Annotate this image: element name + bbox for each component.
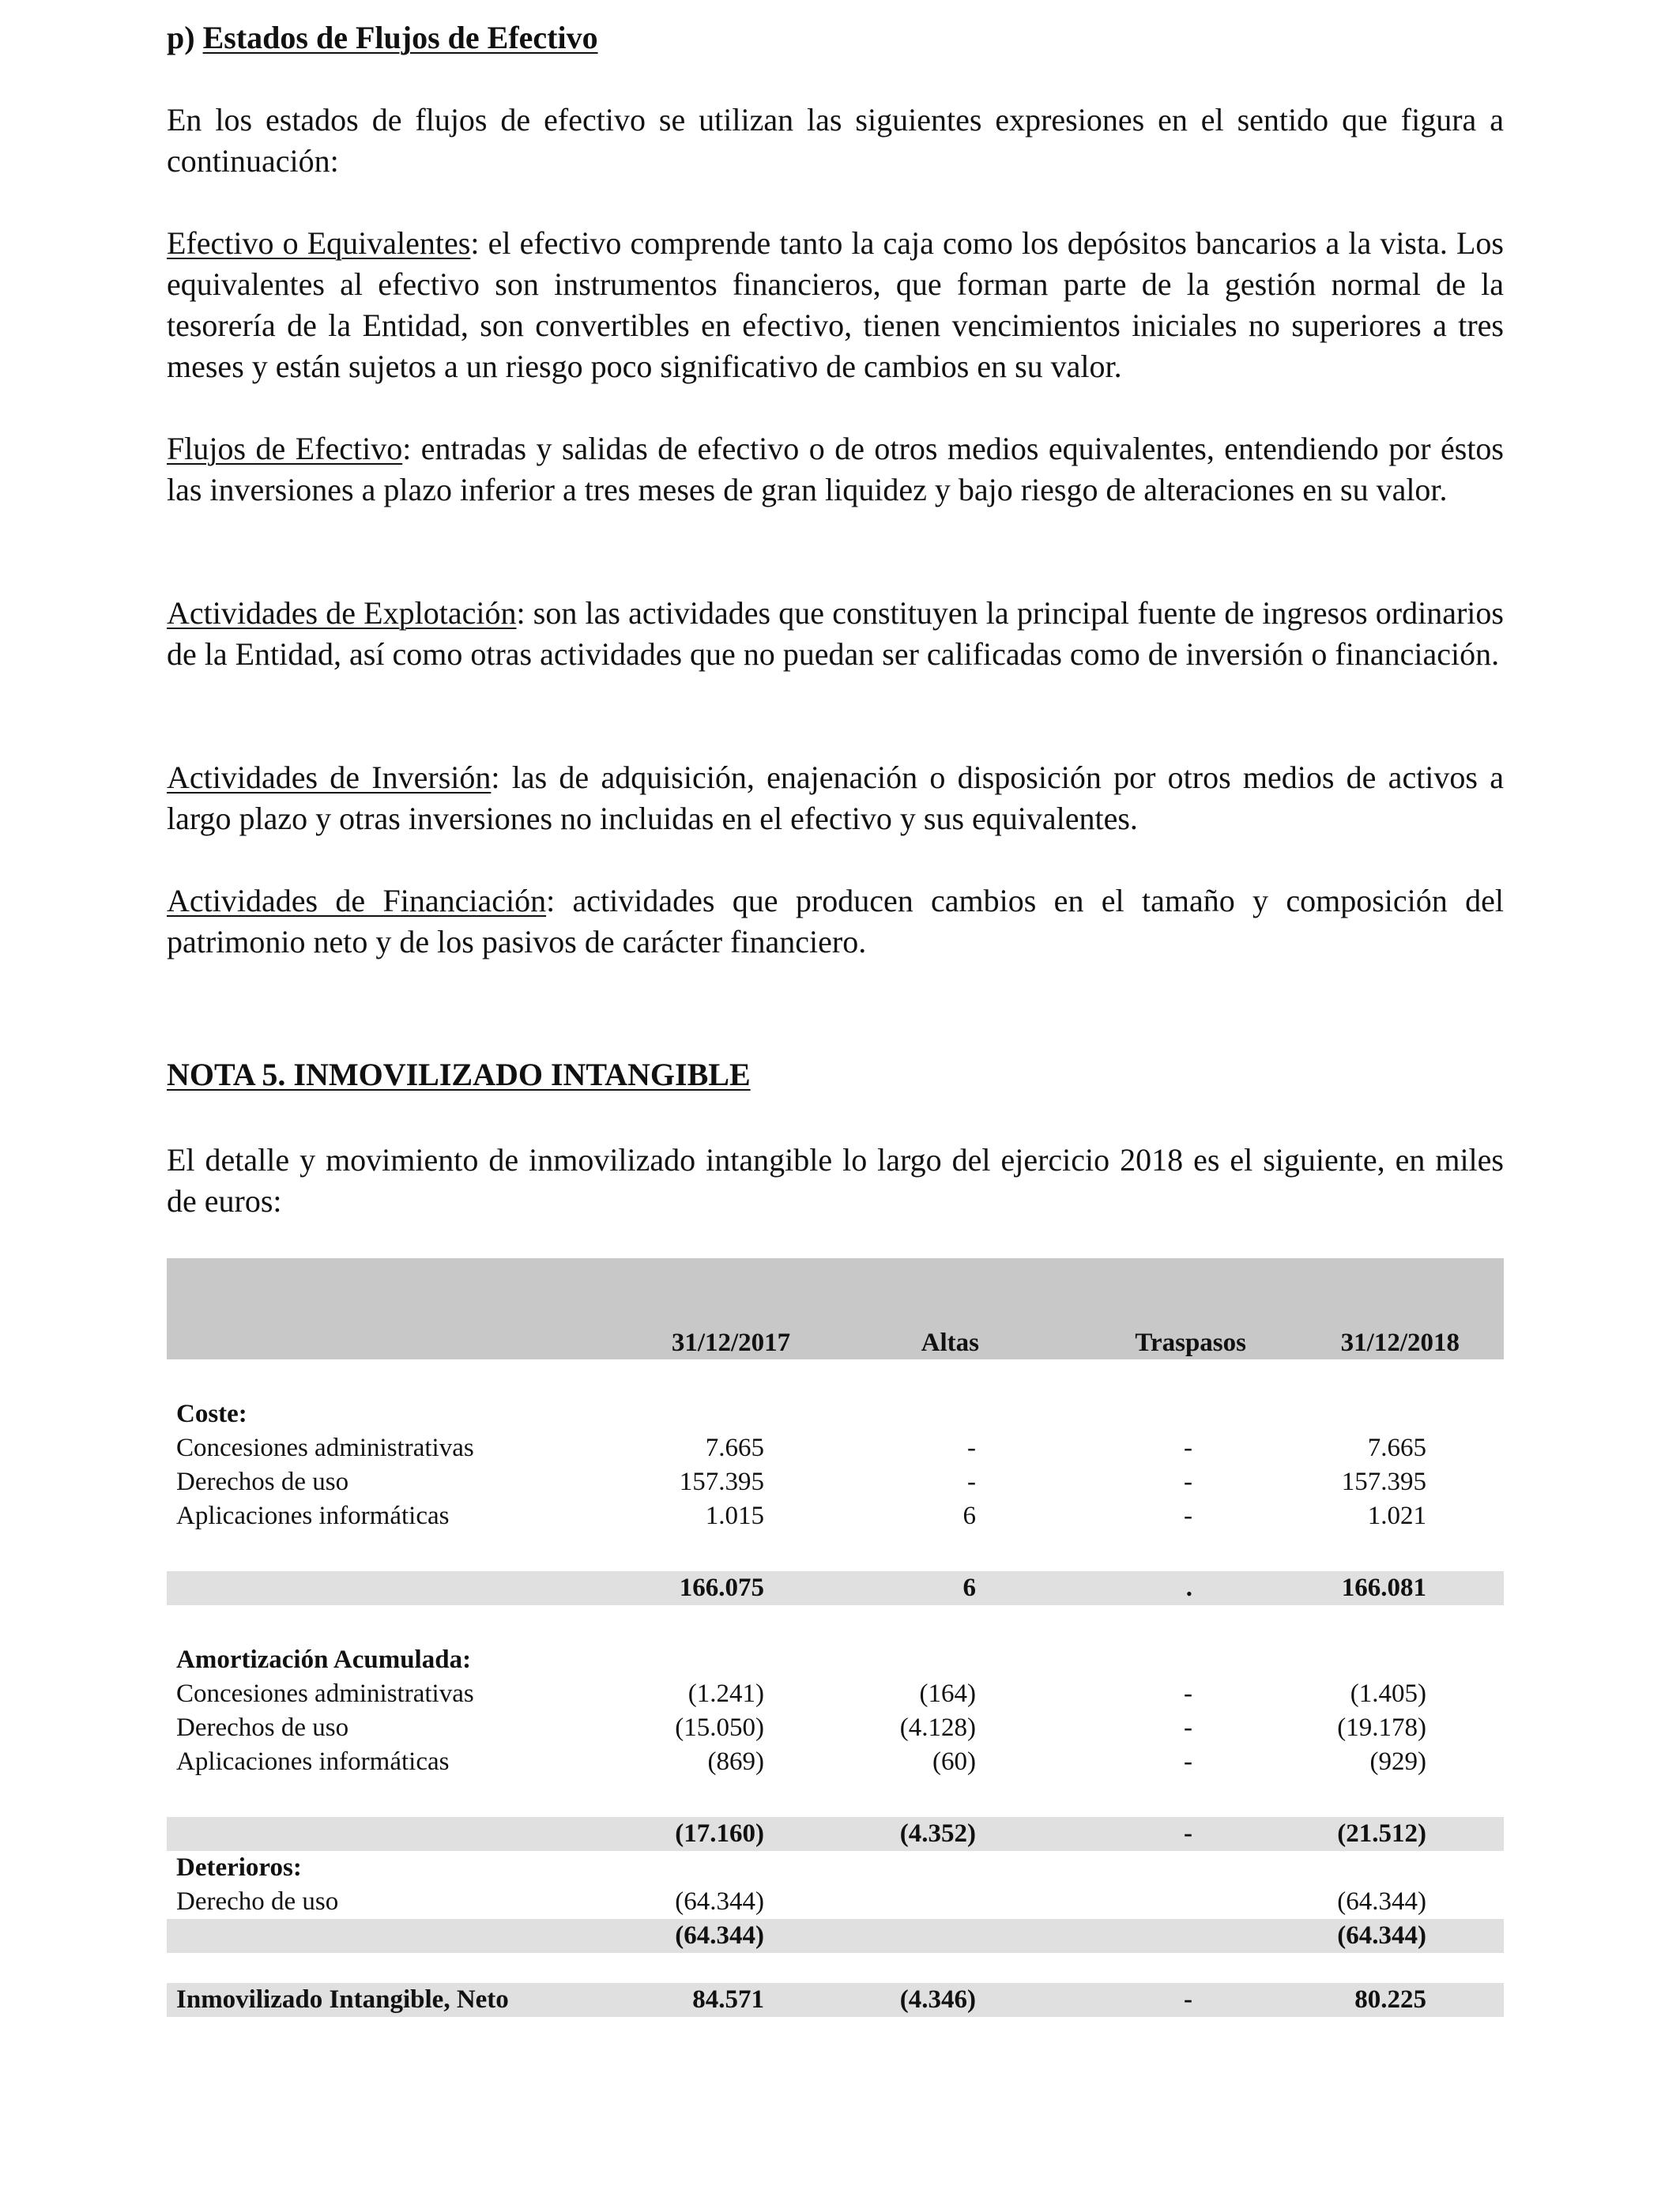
table-row [167,1499,1504,1533]
table-cell: - [1184,1713,1192,1742]
table-cell: 7.665 [705,1434,764,1462]
table-cell: Derechos de uso [176,1713,349,1742]
intangible-assets-table [167,1258,1504,2017]
table-row [167,1745,1504,1779]
table-cell: 157.395 [1341,1468,1426,1496]
subtotal-row-amortizacion [167,1817,1504,1851]
table-section-label [167,1851,1504,1885]
definition-flujos [167,428,1504,511]
table-cell: (19.178) [1337,1713,1426,1742]
table-cell: (21.512) [1290,1817,1504,1851]
definition-term: Efectivo o Equivalentes [167,225,471,261]
table-cell: 166.075 [650,1571,843,1605]
definition-inversion [167,757,1504,839]
table-cell: 6 [843,1571,1068,1605]
table-cell: Aplicaciones informáticas [176,1502,450,1530]
table-cell: 7.665 [1367,1434,1426,1462]
table-cell: - [1068,1983,1290,2017]
definition-term: Flujos de Efectivo [167,431,403,466]
table-cell: Derecho de uso [176,1887,339,1916]
table-cell: (64.344) [1290,1919,1504,1953]
section-p-intro: En los estados de flujos de efectivo se utilizan las siguientes expresiones en el sentido que figura a continuación: [167,102,1504,179]
header-cell: Traspasos [1135,1329,1246,1357]
header-cell [176,1326,650,1359]
definition-text: : las de adquisición, enajenación o disposición por otros medios de activos a largo plazo y otras inversiones no incluidas en el efectivo y sus equivalentes. [167,760,1504,836]
spacer-row [167,1533,1504,1571]
table-cell: 1.015 [705,1502,764,1530]
spacer-row [167,1953,1504,1983]
table-cell [843,1885,1068,1919]
section-p-heading [167,17,598,58]
table-cell: - [967,1468,976,1496]
header-cell: 31/12/2018 [1340,1329,1460,1357]
definition-term: Actividades de Financiación [167,883,547,918]
table-cell [1068,1919,1290,1953]
subtotal-row-deterioros [167,1919,1504,1953]
table-cell: 166.081 [1290,1571,1504,1605]
nota5-intro: El detalle y movimiento de inmovilizado intangible lo largo del ejercicio 2018 es el siguiente, en miles de euros: [167,1142,1504,1219]
definition-text: : entradas y salidas de efectivo o de otros medios equivalentes, entendiendo por éstos las inversiones a plazo inferior a tres meses de gran liquidez y bajo riesgo de alteraciones en su valor. [167,431,1504,507]
definition-text: : actividades que producen cambios en el tamaño y composición del patrimonio neto y de los pasivos de carácter financiero. [167,883,1504,959]
table-section-label [167,1643,1504,1677]
definition-term: Actividades de Inversión [167,760,492,795]
table-cell: 80.225 [1290,1983,1504,2017]
section-label-coste: Coste: [176,1400,247,1428]
table-cell: Concesiones administrativas [176,1434,474,1462]
table-row [167,1885,1504,1919]
table-row [167,1711,1504,1745]
table-cell: Inmovilizado Intangible, Neto [167,1983,650,2017]
header-cell: Altas [921,1329,979,1357]
table-cell: (164) [919,1679,976,1708]
table-cell: - [1068,1817,1290,1851]
table-row [167,1465,1504,1499]
table-cell [167,1817,650,1851]
table-cell [843,1919,1068,1953]
table-section-label [167,1397,1504,1431]
table-cell: - [1184,1747,1192,1776]
table-cell: (869) [707,1747,764,1776]
table-cell: 6 [962,1502,976,1530]
table-cell [167,1919,650,1953]
subtotal-row-coste [167,1571,1504,1605]
section-label-deterioros: Deterioros: [176,1853,302,1882]
spacer-row [167,1359,1504,1397]
section-p-title: Estados de Flujos de Efectivo [202,20,598,55]
table-cell: - [1184,1434,1192,1462]
table-cell: (15.050) [675,1713,764,1742]
spacer-row [167,1605,1504,1643]
table-cell: (4.128) [899,1713,976,1742]
table-cell: Concesiones administrativas [176,1679,474,1708]
table-cell: - [1184,1502,1192,1530]
definition-text: : son las actividades que constituyen la principal fuente de ingresos ordinarios de la Entidad, así como otras actividades que no puedan ser calificadas como de inversión o financiación. [167,595,1504,672]
definition-text: : el efectivo comprende tanto la caja como los depósitos bancarios a la vista. Los equivalentes al efectivo son instrumentos financieros, que forman parte de la gestión normal de la tesorería de la Entidad, son convertibles en efectivo, tienen vencimientos iniciales no superiores a tres meses y están sujetos a un riesgo poco significativo de cambios en su valor. [167,225,1505,384]
table-cell: (1.405) [1350,1679,1426,1708]
table-cell: (4.346) [843,1983,1068,2017]
header-cell: 31/12/2017 [671,1329,791,1357]
table-cell: (4.352) [843,1817,1068,1851]
table-cell: (929) [1369,1747,1426,1776]
table-cell: (60) [932,1747,976,1776]
table-row [167,1431,1504,1465]
table-cell: - [1184,1679,1192,1708]
table-cell: 157.395 [679,1468,764,1496]
table-cell: (64.344) [675,1887,764,1916]
table-cell: (17.160) [650,1817,843,1851]
table-cell: - [967,1434,976,1462]
table-cell [1068,1885,1290,1919]
table-cell: (64.344) [650,1919,843,1953]
table-cell: 84.571 [650,1983,843,2017]
table-cell: . [1068,1571,1290,1605]
section-p-prefix: p) [167,20,203,55]
total-row-neto [167,1983,1504,2017]
table-header-row [167,1258,1504,1359]
table-cell [167,1571,650,1605]
section-label-amortizacion: Amortización Acumulada: [176,1646,472,1674]
definition-efectivo [167,223,1504,387]
table-cell: Aplicaciones informáticas [176,1747,450,1776]
spacer-row [167,1779,1504,1817]
definition-financiacion [167,880,1504,963]
table-cell: - [1184,1468,1192,1496]
definition-explotacion [167,593,1504,675]
table-row [167,1677,1504,1711]
table-cell: (64.344) [1337,1887,1426,1916]
definition-term: Actividades de Explotación [167,595,517,631]
table-cell: Derechos de uso [176,1468,349,1496]
table-cell: 1.021 [1367,1502,1426,1530]
nota5-title: NOTA 5. INMOVILIZADO INTANGIBLE [167,1057,751,1092]
table-cell: (1.241) [687,1679,764,1708]
